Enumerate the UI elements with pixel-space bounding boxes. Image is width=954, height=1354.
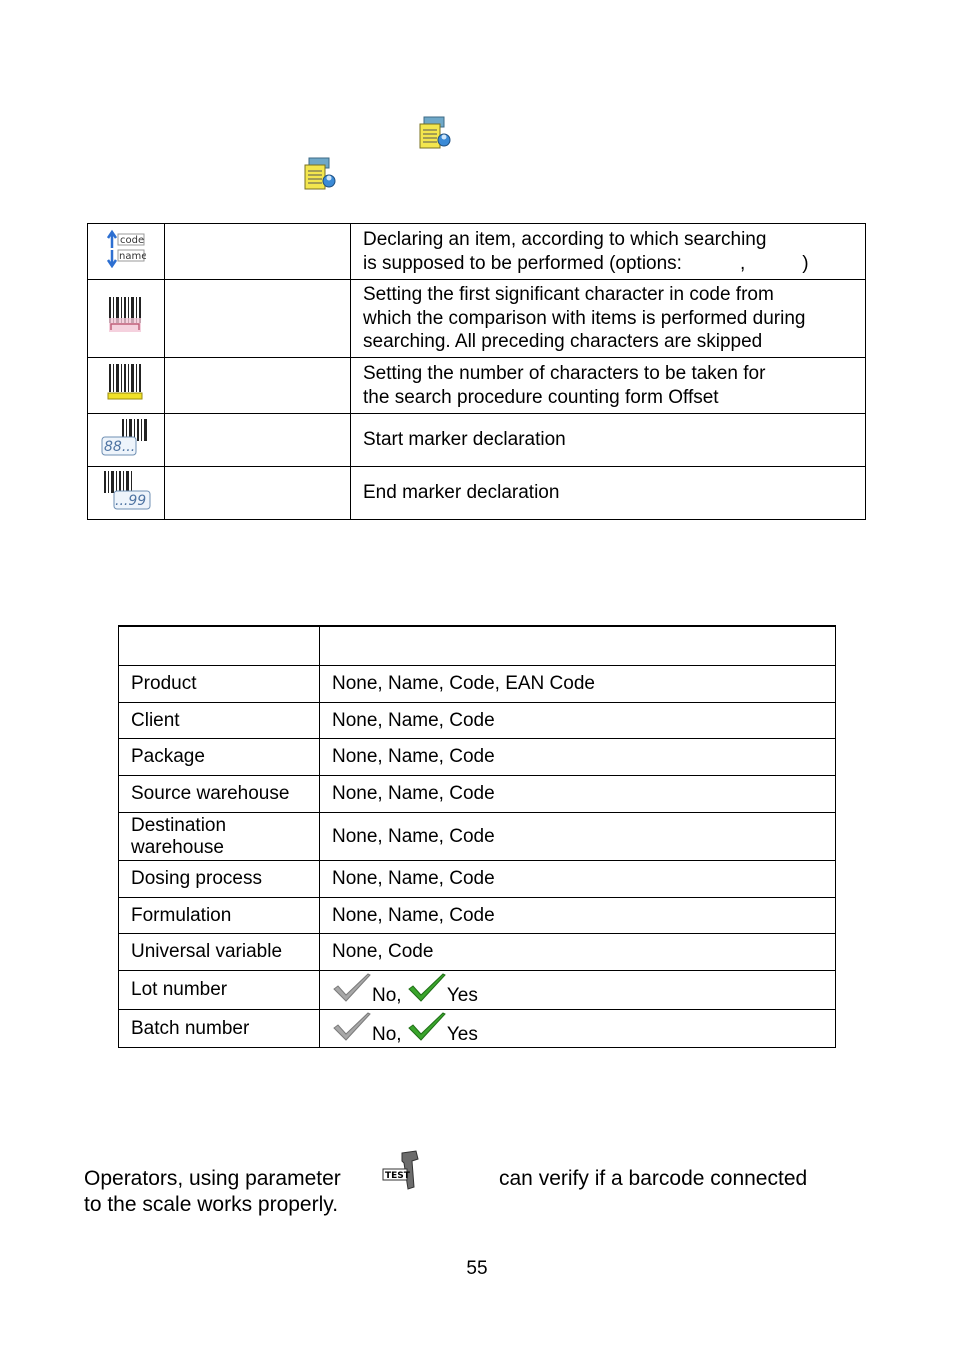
item-cell: Package — [119, 739, 320, 776]
param-row-search-item — [88, 224, 866, 280]
item-cell: Source warehouse — [119, 776, 320, 813]
table-row — [119, 1010, 836, 1048]
table-row — [119, 971, 836, 1010]
database-search-icon-2 — [300, 156, 338, 192]
param-desc-cell — [351, 224, 866, 280]
option-no: No, — [372, 985, 402, 1006]
database-search-icon — [415, 115, 453, 151]
svg-text:88...: 88... — [104, 438, 136, 455]
param-row-end-marker — [88, 467, 866, 520]
options-cell: None, Name, Code — [320, 703, 836, 739]
options-cell: None, Code — [320, 934, 836, 971]
table-row — [119, 934, 836, 971]
param-name-cell — [165, 280, 351, 358]
item-cell: Lot number — [119, 971, 320, 1010]
item-cell: Client — [119, 703, 320, 739]
table-row — [119, 703, 836, 739]
desc-line: Setting the number of characters to be taken for — [363, 363, 766, 384]
options-cell: None, Name, Code — [320, 861, 836, 898]
table-row — [119, 813, 836, 861]
desc-line — [363, 252, 857, 276]
param-row-offset — [88, 280, 866, 358]
svg-text:code: code — [120, 235, 145, 247]
table-row — [119, 666, 836, 703]
svg-text:...99: ...99 — [115, 492, 147, 509]
desc-line-text: is supposed to be performed (options: — [363, 252, 682, 274]
option-yes: Yes — [446, 985, 478, 1006]
option-yes: Yes — [446, 1023, 478, 1045]
barcode-length-icon — [105, 361, 147, 403]
table-row — [119, 898, 836, 934]
options-cell — [320, 971, 836, 1010]
paragraph-line-2: to the scale works properly. — [84, 1193, 339, 1216]
check-green-icon — [407, 1012, 447, 1044]
barcode-end-marker-icon — [100, 469, 152, 511]
check-green-icon — [407, 973, 447, 1005]
options-cell — [320, 1010, 836, 1048]
options-cell: None, Name, Code — [320, 776, 836, 813]
param-name-cell — [165, 414, 351, 467]
barcode-scanner-test-icon — [382, 1149, 422, 1191]
search-parameters-table — [87, 223, 866, 520]
code-name-sort-icon — [106, 228, 146, 268]
param-row-length — [88, 358, 866, 414]
desc-line: Setting the first significant character in code from — [363, 284, 774, 306]
desc-line: End marker declaration — [363, 482, 560, 504]
check-gray-icon — [332, 1012, 372, 1044]
desc-line: searching. All preceding characters are skipped — [363, 331, 763, 353]
table-row — [119, 739, 836, 776]
page-number: 55 — [466, 1258, 488, 1279]
table-row — [119, 861, 836, 898]
desc-line: Declaring an item, according to which searching — [363, 229, 767, 250]
desc-line: Start marker declaration — [363, 429, 566, 451]
item-cell: Dosing process — [119, 861, 320, 898]
param-icon-cell — [88, 224, 165, 280]
param-icon-cell — [88, 414, 165, 467]
param-name-cell — [165, 358, 351, 414]
item-cell — [119, 813, 320, 861]
options-cell: None, Name, Code — [320, 739, 836, 776]
options-header-row — [119, 626, 836, 666]
param-row-start-marker — [88, 414, 866, 467]
search-options-table — [118, 625, 836, 1048]
param-desc-cell — [351, 280, 866, 358]
param-name-cell — [165, 224, 351, 280]
item-line: warehouse — [131, 836, 224, 858]
param-desc-cell — [351, 414, 866, 467]
options-cell: None, Name, Code — [320, 898, 836, 934]
desc-line: the search procedure counting form Offset — [363, 386, 719, 408]
barcode-offset-icon — [105, 294, 147, 336]
item-cell: Universal variable — [119, 934, 320, 971]
option-no: No, — [372, 1023, 402, 1045]
param-name-cell — [165, 467, 351, 520]
option-separator: , — [739, 252, 746, 274]
options-cell: None, Name, Code — [320, 813, 836, 861]
options-cell: None, Name, Code, EAN Code — [320, 666, 836, 703]
desc-line: which the comparison with items is performed during — [363, 307, 806, 329]
paragraph-line-1-start: Operators, using parameter — [84, 1167, 341, 1190]
param-icon-cell — [88, 467, 165, 520]
paragraph-line-1-end: can verify if a barcode connected — [499, 1167, 808, 1190]
param-icon-cell — [88, 358, 165, 414]
options-header-options — [320, 626, 836, 666]
svg-text:TEST: TEST — [385, 1171, 410, 1181]
item-cell: Product — [119, 666, 320, 703]
check-gray-icon — [332, 973, 372, 1005]
param-desc-cell — [351, 358, 866, 414]
options-header-item — [119, 626, 320, 666]
barcode-start-marker-icon — [100, 417, 152, 457]
item-cell: Formulation — [119, 898, 320, 934]
svg-text:name: name — [119, 251, 146, 263]
param-desc-cell — [351, 467, 866, 520]
param-icon-cell — [88, 280, 165, 358]
item-cell: Batch number — [119, 1010, 320, 1048]
option-close: ) — [802, 252, 809, 274]
item-line: Destination — [131, 814, 227, 836]
table-row — [119, 776, 836, 813]
